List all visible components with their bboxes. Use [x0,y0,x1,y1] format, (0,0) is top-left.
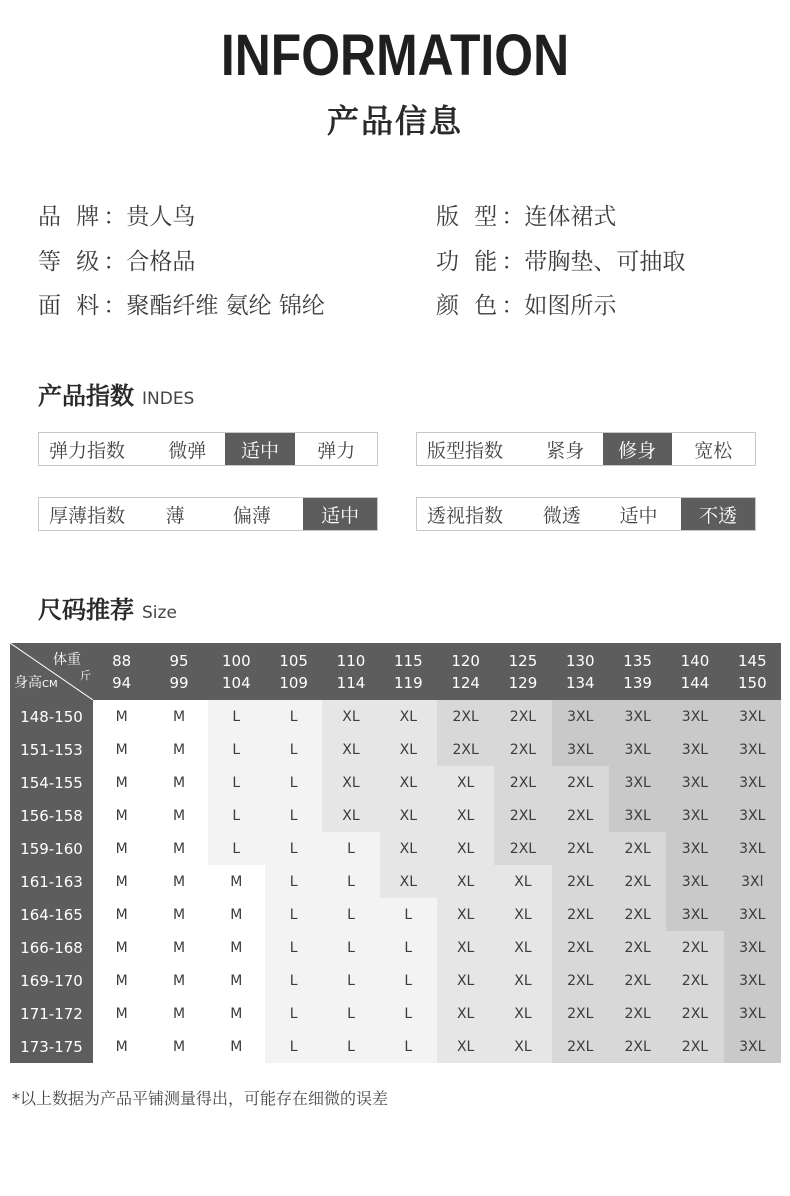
size-cell: 3XL [724,700,781,733]
info-sep: ： [103,249,127,275]
info-value: 带胸垫、可抽取 [524,249,686,275]
size-cell: L [322,964,379,997]
size-cell: M [93,700,150,733]
weight-header-cell [93,643,150,700]
size-cell: 3XL [666,898,723,931]
size-cell: 3XL [666,865,723,898]
size-cell: M [93,799,150,832]
info-key: 颜 色 [436,293,502,319]
size-cell: M [93,931,150,964]
weight-header-cell [208,643,265,700]
size-cell: M [93,832,150,865]
info-key: 功 能 [436,249,502,275]
size-cell: M [208,964,265,997]
size-cell: 3XL [609,766,666,799]
size-cell: 3XL [724,733,781,766]
size-cell: 2XL [494,700,551,733]
size-table-body [10,700,781,1063]
size-cell: M [150,733,207,766]
size-cell: L [322,931,379,964]
weight-header-cell [380,643,437,700]
size-title: 尺码推荐 [38,596,134,624]
size-cell: L [265,931,322,964]
index-option: 宽松 [694,439,733,462]
size-cell: M [208,865,265,898]
size-table [10,643,781,1063]
info-value: 贵人鸟 [126,204,196,230]
size-section-title [38,590,177,625]
index-option: 微透 [542,504,581,527]
size-table-row [10,898,781,931]
size-cell: 2XL [552,799,609,832]
page-subtitle: 产品信息 [326,102,463,140]
size-cell: XL [322,799,379,832]
size-cell: L [208,733,265,766]
weight-top: 95 [169,651,189,670]
size-cell: 3Xl [724,865,781,898]
size-cell: M [208,997,265,1030]
size-cell: XL [380,865,437,898]
size-cell: XL [494,964,551,997]
size-cell: M [208,1030,265,1063]
info-key: 版 型 [436,204,502,230]
index-label: 厚薄指数 [49,504,126,527]
size-cell: M [208,898,265,931]
size-cell: XL [437,964,494,997]
info-key: 品 牌 [38,204,104,230]
size-table-row [10,733,781,766]
size-title-en: Size [142,603,177,623]
size-cell: L [380,997,437,1030]
size-cell: 2XL [609,964,666,997]
weight-header-cell [494,643,551,700]
weight-bottom: 139 [623,673,652,692]
size-cell: XL [437,898,494,931]
size-cell: L [265,832,322,865]
corner-height [14,672,58,696]
size-cell: M [150,931,207,964]
size-cell: XL [437,997,494,1030]
size-cell: 3XL [724,997,781,1030]
size-cell: 2XL [609,1030,666,1063]
size-cell: 3XL [666,733,723,766]
weight-bottom: 109 [279,673,308,692]
corner-weight-unit: 斤 [80,669,91,682]
weight-bottom: 124 [451,673,480,692]
info-sep: ： [501,249,525,275]
weight-bottom: 144 [680,673,710,692]
size-cell: 3XL [666,700,723,733]
height-cell: 154-155 [10,766,93,799]
size-cell: 2XL [552,964,609,997]
size-cell: XL [494,898,551,931]
weight-bottom: 94 [112,673,132,692]
size-cell: 2XL [609,898,666,931]
weight-bottom: 134 [565,673,595,692]
size-cell: 3XL [724,898,781,931]
info-key: 等 级 [38,249,104,275]
info-grade [38,243,195,276]
size-cell: XL [494,931,551,964]
info-key: 面 料 [38,293,104,319]
height-cell: 164-165 [10,898,93,931]
size-cell: XL [437,1030,494,1063]
size-cell: L [265,700,322,733]
size-cell: XL [322,733,379,766]
size-cell: L [208,700,265,733]
size-cell: 2XL [552,898,609,931]
size-cell: 2XL [609,997,666,1030]
size-cell: M [150,1030,207,1063]
weight-top: 145 [737,651,767,670]
size-cell: XL [437,799,494,832]
info-fabric [38,287,325,320]
size-table-row [10,1030,781,1063]
weight-bottom: 99 [169,673,189,692]
size-cell: 2XL [494,832,551,865]
info-value: 连体裙式 [524,204,617,230]
weight-top: 100 [222,651,251,670]
index-option: 薄 [165,504,185,527]
size-cell: XL [322,766,379,799]
size-cell: L [265,766,322,799]
size-table-row [10,997,781,1030]
size-table-row [10,700,781,733]
size-cell: L [265,1030,322,1063]
size-cell: 3XL [666,766,723,799]
weight-top: 110 [336,651,366,670]
size-cell: 2XL [552,1030,609,1063]
size-cell: 2XL [552,766,609,799]
size-cell: 2XL [552,865,609,898]
size-cell: XL [380,799,437,832]
size-cell: L [322,865,379,898]
info-sep: ： [103,204,127,230]
size-cell: 2XL [609,832,666,865]
weight-bottom: 129 [508,673,538,692]
corner-weight: 体重 [53,652,81,668]
size-cell: L [265,865,322,898]
weight-header-cell [724,643,781,700]
weight-header-cell [552,643,609,700]
index-option-selected: 不透 [681,498,755,530]
weight-top: 88 [112,651,132,670]
size-cell: 2XL [552,997,609,1030]
info-color [436,287,616,320]
size-cell: 3XL [724,766,781,799]
weight-top: 120 [451,651,480,670]
height-cell: 161-163 [10,865,93,898]
size-cell: 3XL [552,733,609,766]
size-cell: 3XL [666,799,723,832]
size-cell: 3XL [724,964,781,997]
weight-header-cell [322,643,379,700]
size-cell: 3XL [609,733,666,766]
index-label: 透视指数 [427,504,504,527]
size-cell: XL [322,700,379,733]
weight-bottom: 150 [737,673,767,692]
weight-top: 115 [393,651,423,670]
size-cell: M [93,733,150,766]
weight-header-cell [265,643,322,700]
weight-bottom: 119 [393,673,423,692]
corner-height-label: 身高 [14,675,42,691]
size-cell: 3XL [724,799,781,832]
index-option: 偏薄 [232,504,271,527]
size-cell: 2XL [494,766,551,799]
size-table-row [10,865,781,898]
size-cell: 3XL [609,799,666,832]
weight-top: 135 [623,651,652,670]
index-title: 产品指数 [38,382,134,410]
size-cell: 2XL [494,799,551,832]
size-cell: L [265,964,322,997]
size-cell: L [208,766,265,799]
size-cell: XL [437,832,494,865]
size-table-header [10,643,781,700]
size-table-row [10,799,781,832]
size-cell: L [265,997,322,1030]
size-cell: 3XL [666,832,723,865]
size-cell: XL [380,832,437,865]
height-cell: 151-153 [10,733,93,766]
size-cell: XL [380,700,437,733]
size-cell: L [208,832,265,865]
size-table-corner [10,643,93,700]
size-cell: 2XL [666,931,723,964]
weight-header-cell [437,643,494,700]
size-cell: M [150,964,207,997]
size-table-row [10,832,781,865]
size-cell: M [150,799,207,832]
height-cell: 148-150 [10,700,93,733]
size-cell: L [322,1030,379,1063]
size-cell: L [265,733,322,766]
weight-top: 105 [279,651,308,670]
index-section-title [38,376,194,411]
index-option: 紧身 [546,439,585,462]
size-cell: 2XL [666,964,723,997]
info-value: 如图所示 [524,293,617,319]
size-cell: 3XL [724,931,781,964]
index-bar-elasticity [38,432,378,466]
weight-header-cell [150,643,207,700]
size-cell: XL [437,931,494,964]
info-function [436,243,685,276]
info-sep: ： [501,293,525,319]
index-option-selected: 适中 [303,498,377,530]
index-option-selected: 适中 [225,433,296,465]
size-cell: M [93,964,150,997]
size-cell: XL [380,766,437,799]
size-cell: L [322,997,379,1030]
size-cell: M [93,766,150,799]
size-cell: L [380,931,437,964]
height-cell: 171-172 [10,997,93,1030]
size-cell: XL [437,865,494,898]
index-option: 弹力 [317,439,356,462]
index-label: 版型指数 [427,439,504,462]
size-cell: 2XL [437,700,494,733]
size-table-row [10,766,781,799]
size-note: *以上数据为产品平铺测量得出，可能存在细微的误差 [12,1089,389,1108]
size-cell: 2XL [666,1030,723,1063]
size-cell: M [93,865,150,898]
height-cell: 159-160 [10,832,93,865]
size-cell: L [380,898,437,931]
size-cell: 2XL [666,997,723,1030]
size-cell: L [380,964,437,997]
info-sep: ： [501,204,525,230]
size-cell: L [322,898,379,931]
weight-header-cell [609,643,666,700]
size-cell: M [208,931,265,964]
size-cell: XL [380,733,437,766]
weight-top: 125 [508,651,538,670]
page-title: INFORMATION [220,23,570,88]
size-cell: M [93,997,150,1030]
height-cell: 173-175 [10,1030,93,1063]
size-cell: 3XL [609,700,666,733]
size-cell: 2XL [552,832,609,865]
size-cell: 2XL [552,931,609,964]
info-brand [38,198,195,231]
size-cell: 3XL [724,832,781,865]
size-cell: M [150,832,207,865]
height-cell: 156-158 [10,799,93,832]
weight-header-cell [666,643,723,700]
size-cell: L [380,1030,437,1063]
size-cell: XL [494,865,551,898]
info-value: 合格品 [126,249,196,275]
size-cell: 3XL [552,700,609,733]
size-cell: L [265,898,322,931]
size-cell: L [208,799,265,832]
weight-bottom: 114 [336,673,366,692]
info-sep: ： [103,293,127,319]
size-cell: M [150,766,207,799]
index-bar-fit [416,432,756,466]
index-bar-transparency [416,497,756,531]
info-value: 聚酯纤维 氨纶 锦纶 [126,293,325,319]
size-cell: L [265,799,322,832]
size-cell: L [322,832,379,865]
size-cell: M [93,898,150,931]
size-table-row [10,964,781,997]
size-cell: 2XL [609,865,666,898]
size-cell: XL [494,997,551,1030]
index-option: 微弹 [168,439,207,462]
size-cell: 2XL [494,733,551,766]
height-cell: 166-168 [10,931,93,964]
size-cell: M [150,700,207,733]
weight-bottom: 104 [222,673,251,692]
index-bar-thickness [38,497,378,531]
size-cell: XL [494,1030,551,1063]
size-cell: 2XL [609,931,666,964]
weight-top: 140 [680,651,710,670]
size-cell: 3XL [724,1030,781,1063]
index-option-selected: 修身 [603,433,672,465]
index-label: 弹力指数 [49,439,126,462]
size-cell: XL [437,766,494,799]
corner-height-unit: CM [42,679,58,690]
height-cell: 169-170 [10,964,93,997]
info-fit [436,198,616,231]
size-cell: 2XL [437,733,494,766]
index-title-en: INDES [142,389,195,409]
index-option: 适中 [619,504,658,527]
size-table-row [10,931,781,964]
weight-top: 130 [565,651,595,670]
size-cell: M [93,1030,150,1063]
size-cell: M [150,865,207,898]
size-cell: M [150,997,207,1030]
size-cell: M [150,898,207,931]
